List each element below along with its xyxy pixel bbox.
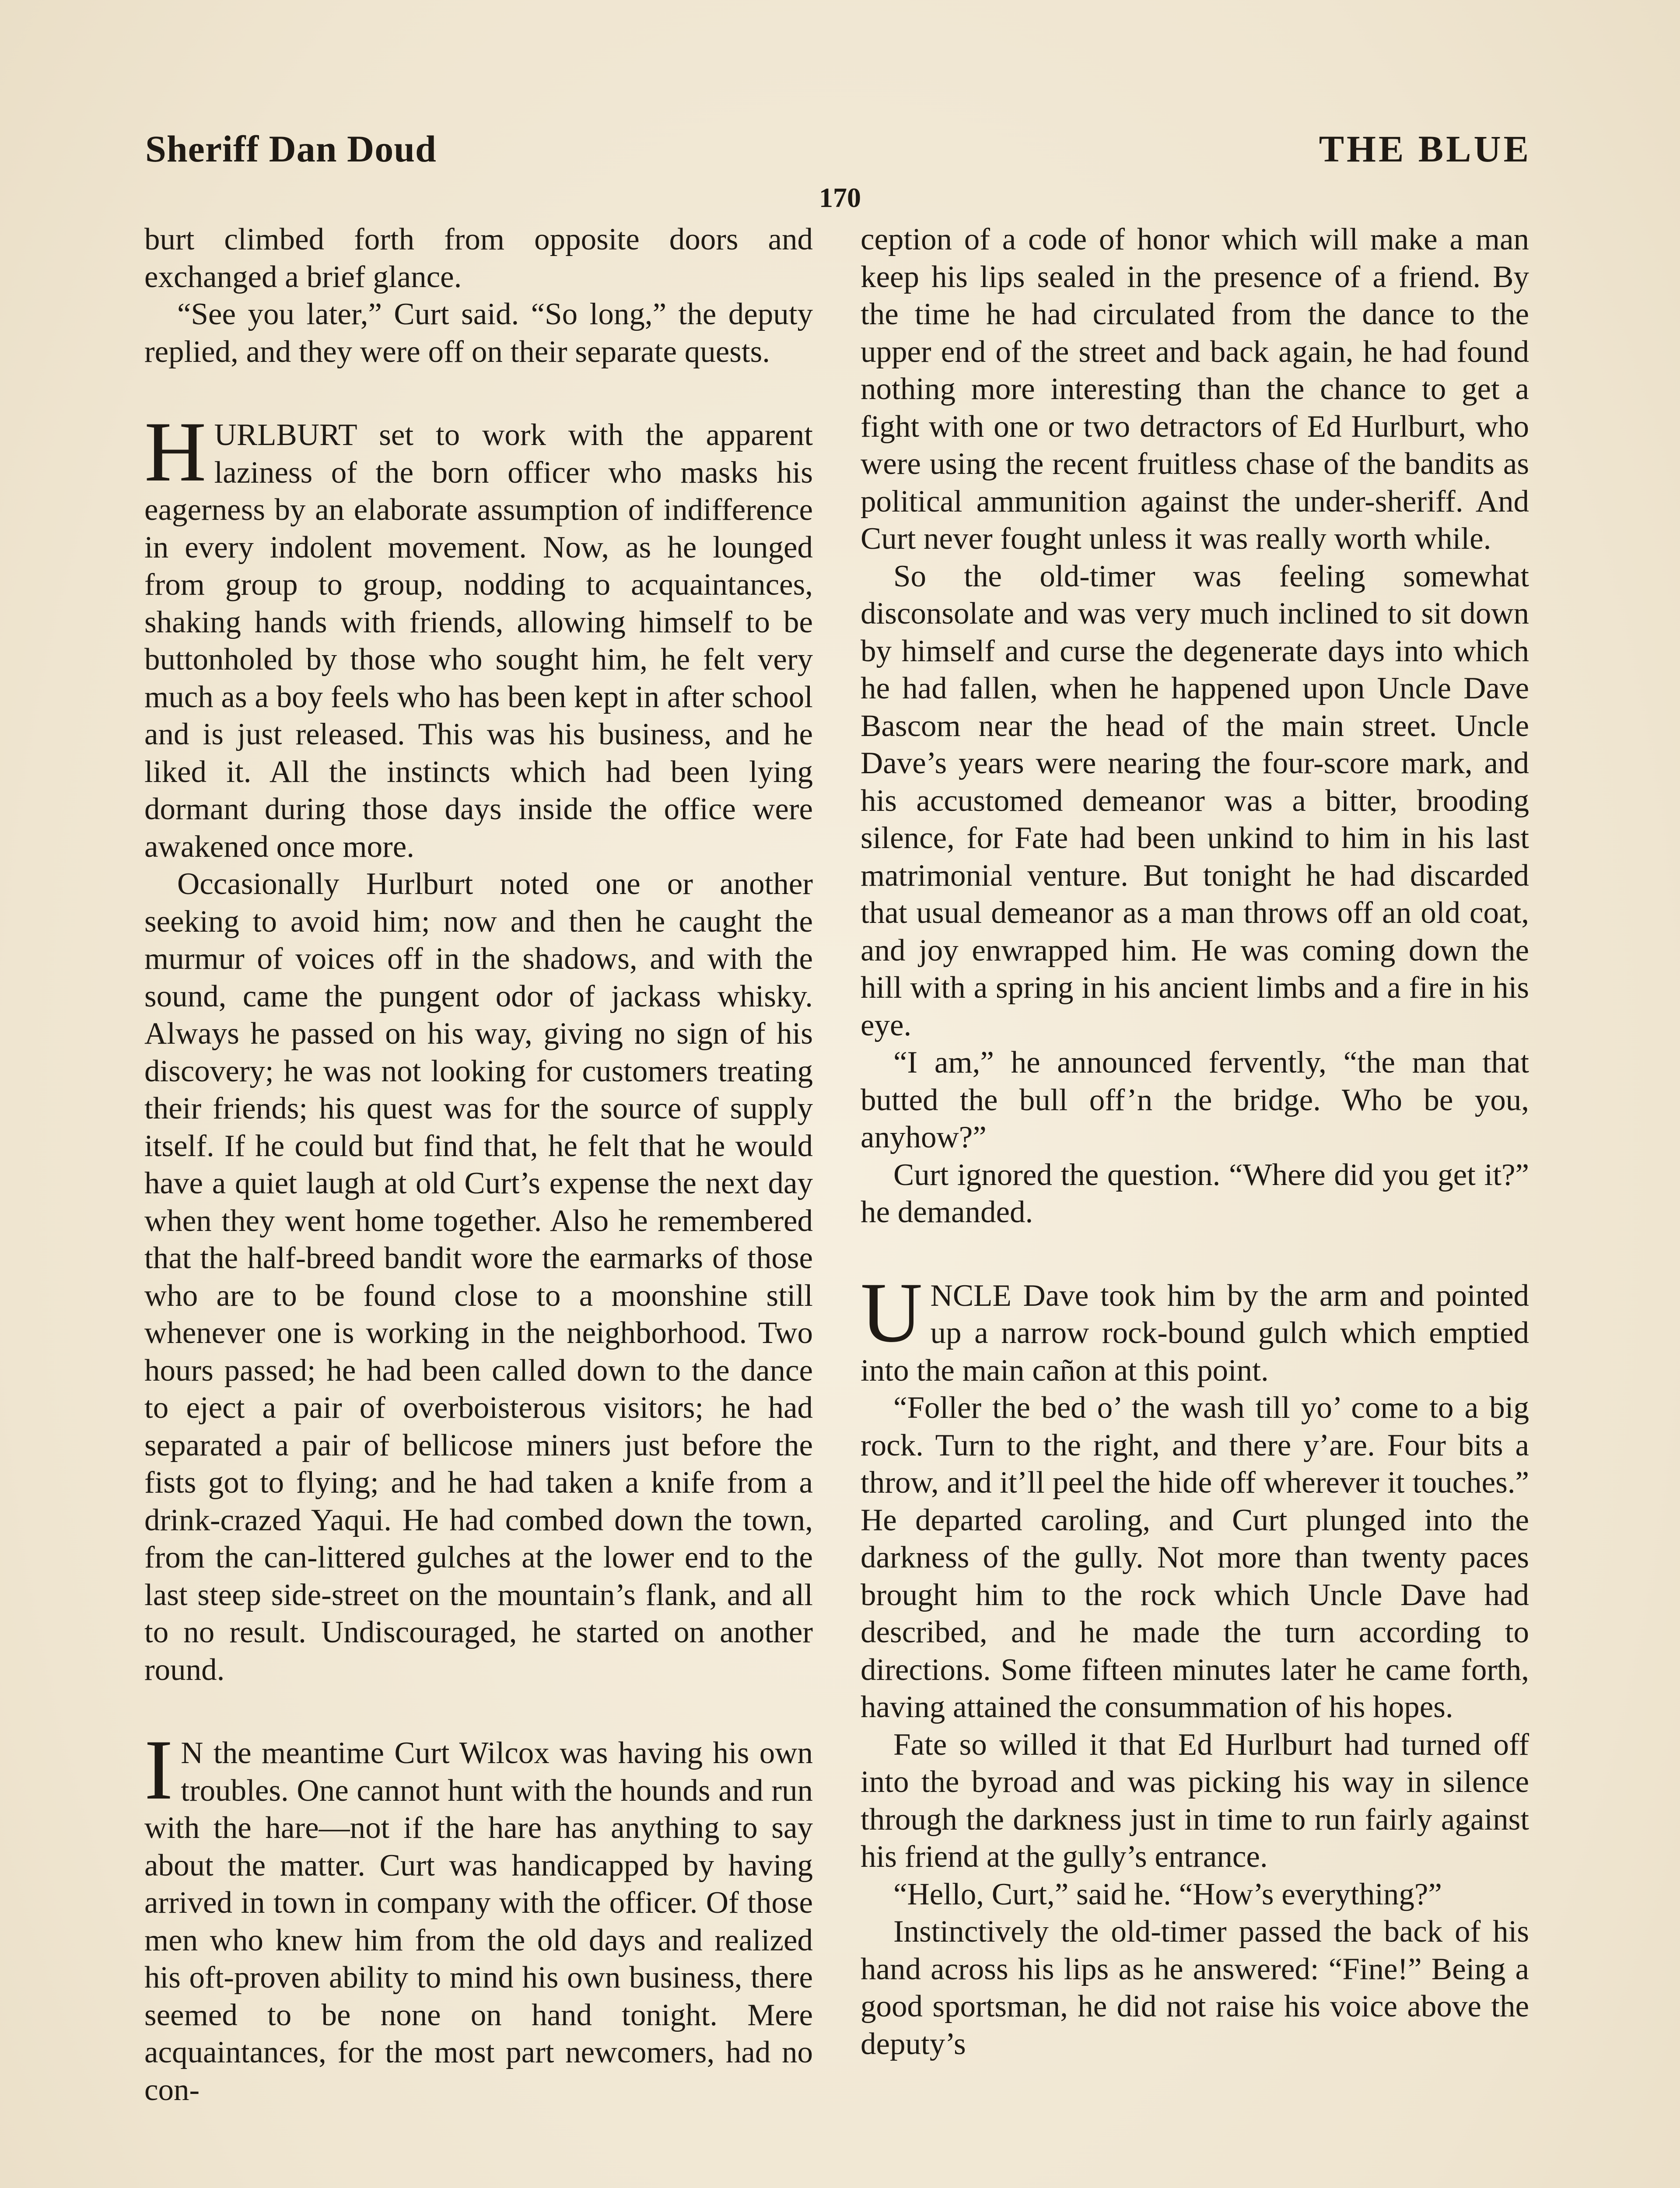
paragraph-text: URLBURT set to work with the apparent laziness of the born officer who masks his eagerness by an elaborate assumption of indifference in every indolent movement. Now, as he lounged from group to group, nodding to acquaintances, shaking hands with friends, allowing himself to be buttonholed by those who sought him, he felt very much as a boy feels who has been kept in after school and is just released. This was his business, and he liked it. All the instincts which had been lying dormant during those days inside the office were awakened once more. <box>144 418 813 864</box>
paragraph: burt climbed forth from opposite doors and exchanged a brief glance. <box>144 222 813 294</box>
paragraph: “See you later,” Curt said. “So long,” the deputy replied, and they were off on their separate quests. <box>144 297 813 369</box>
paragraph: ception of a code of honor which will make a man keep his lips sealed in the presence of a friend. By the time he had circulated from the dance to the upper end of the street and back again, he had found nothing more interesting than the chance to get a fight with one or two detractors of Ed Hurlburt, who were using the recent fruitless chase of the bandits as political ammunition against the under-sheriff. And Curt never fought unless it was really worth while. <box>861 222 1529 556</box>
paragraph: Fate so willed it that Ed Hurlburt had turned off into the byroad and was picking his way in silence through the darkness just in time to run fairly against his friend at the gully’s entrance. <box>861 1727 1529 1874</box>
drop-cap: U <box>861 1265 923 1360</box>
paragraph-section-start <box>144 1722 813 2109</box>
paragraph-section-start <box>144 404 813 866</box>
paragraph-section-start <box>861 1265 1529 1390</box>
text-column-right <box>861 221 1529 2188</box>
paragraph: Curt ignored the question. “Where did you get it?” he demanded. <box>861 1157 1529 1229</box>
paragraph: “I am,” he announced fervently, “the man that butted the bull off’n the bridge. Who be you, anyhow?” <box>861 1045 1529 1154</box>
paragraph-text: NCLE Dave took him by the arm and pointed up a narrow rock-bound gulch which emptied into the main cañon at this point. <box>861 1278 1529 1388</box>
paragraph: “Hello, Curt,” said he. “How’s everything?” <box>893 1877 1442 1911</box>
drop-cap: I <box>144 1722 173 1817</box>
paragraph: Instinctively the old-timer passed the back of his hand across his lips as he answered: “Fine!” Being a good sportsman, he did not raise his voice above the deputy’s <box>861 1914 1529 2061</box>
running-head-story-title: Sheriff Dan Doud <box>145 128 437 170</box>
paragraph-text: N the meantime Curt Wilcox was having his own troubles. One cannot hunt with the hounds and run with the hare—not if the hare has anything to say about the matter. Curt was handicapped by having arrived in town in company with the officer. Of those men who knew him from the old days and realized his oft-proven ability to mind his own business, there seemed to be none on hand tonight. Mere acquaintances, for the most part newcomers, had no con- <box>144 1736 813 2107</box>
text-column-left <box>144 221 813 2188</box>
paragraph: Occasionally Hurlburt noted one or another seeking to avoid him; now and then he caught the murmur of voices off in the shadows, and with the sound, came the pungent odor of jackass whisky. Always he passed on his way, giving no sign of his discovery; he was not looking for customers treating their friends; his quest was for the source of supply itself. If he could but find that, he felt that he would have a quiet laugh at old Curt’s expense the next day when they went home together. Also he remembered that the half-breed bandit wore the earmarks of those who are to be found close to a moonshine still whenever one is working in the neighborhood. Two hours passed; he had been called down to the dance to eject a pair of overboisterous visitors; he had separated a pair of bellicose miners just before the fists got to flying; and he had taken a knife from a drink-crazed Yaqui. He had combed down the town, from the can-littered gulches at the lower end to the last steep side-street on the mountain’s flank, and all to no result. Undiscouraged, he started on another round. <box>144 867 813 1687</box>
running-head-magazine-title: THE BLUE <box>1319 128 1531 170</box>
page-number: 170 <box>819 182 861 213</box>
drop-cap: H <box>144 404 206 499</box>
paragraph: So the old-timer was feeling somewhat disconsolate and was very much inclined to sit down by himself and curse the degenerate days into which he had fallen, when he happened upon Uncle Dave Bascom near the head of the main street. Uncle Dave’s years were nearing the four-score mark, and his accustomed demeanor was a bitter, brooding silence, for Fate had been unkind to him in his last matrimonial venture. But tonight he had discarded that usual demeanor as a man throws off an old coat, and joy enwrapped him. He was coming down the hill with a spring in his ancient limbs and a fire in his eye. <box>861 559 1529 1042</box>
paragraph: “Foller the bed o’ the wash till yo’ come to a big rock. Turn to the right, and there y’are. Four bits a throw, and it’ll peel the hide off wherever it touches.” He departed caroling, and Curt plunged into the darkness of the gully. Not more than twenty paces brought him to the rock which Uncle Dave had described, and he made the turn according to directions. Some fifteen minutes later he came forth, having attained the consummation of his hopes. <box>861 1391 1529 1724</box>
